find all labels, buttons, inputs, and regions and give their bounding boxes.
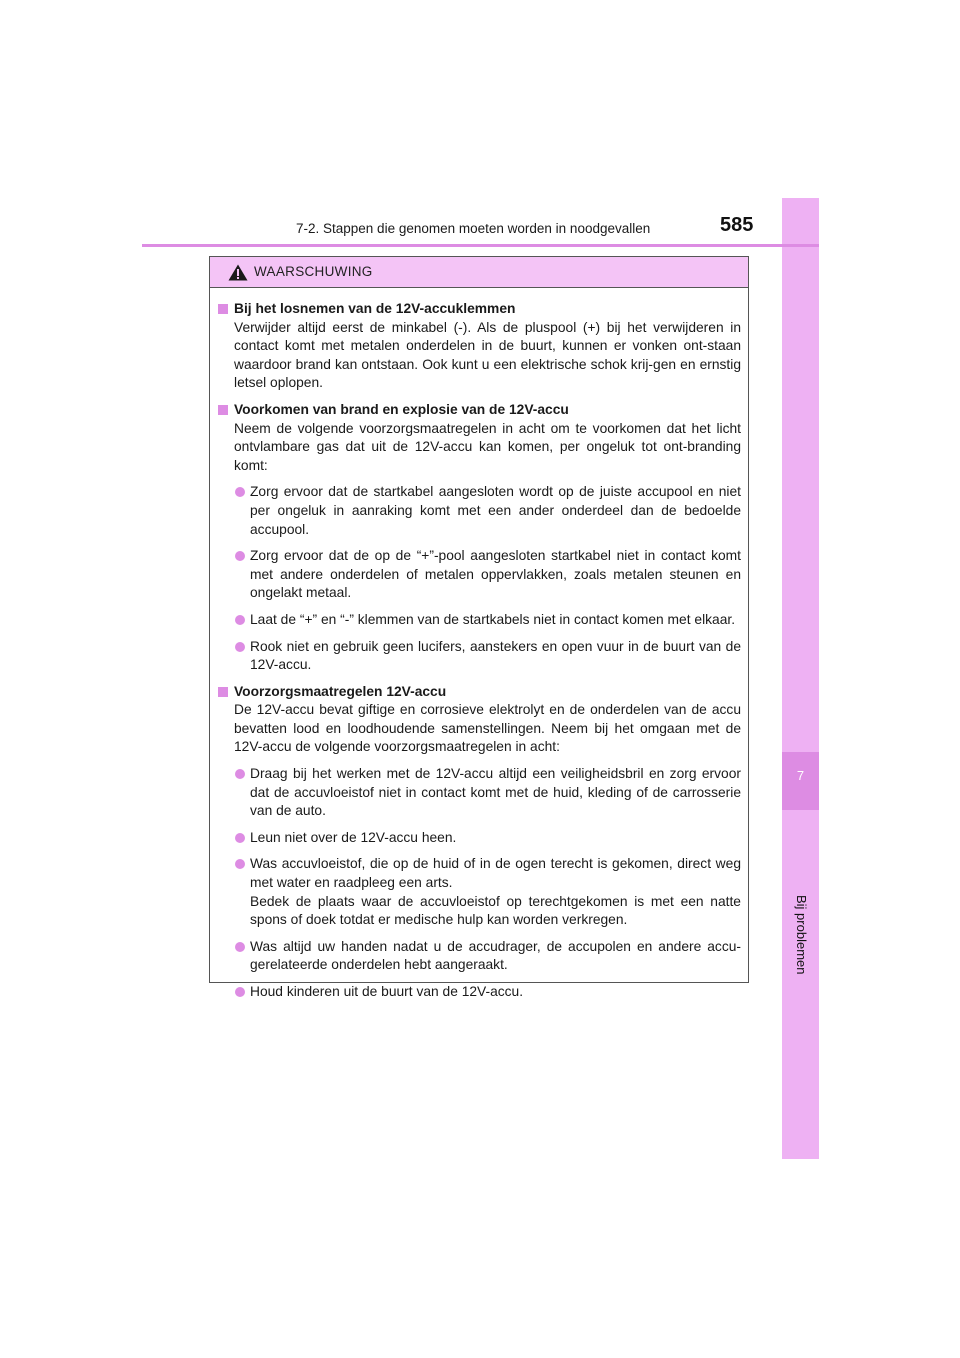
chapter-number: 7 xyxy=(796,768,805,783)
square-bullet-icon xyxy=(218,687,228,697)
header-rule xyxy=(142,244,819,247)
list-item: Houd kinderen uit de buurt van de 12V-accu. xyxy=(218,983,741,1002)
section-title: Voorkomen van brand en explosie van de 12V-accu xyxy=(218,401,741,420)
page-number: 585 xyxy=(720,214,754,236)
list-item-extra: Bedek de plaats waar de accuvloeistof op terechtgekomen is met een natte spons of doek totdat er medische hulp kan worden verkregen. xyxy=(250,893,741,928)
round-bullet-icon xyxy=(235,615,245,625)
warning-box xyxy=(209,256,749,999)
list-item: Draag bij het werken met de 12V-accu altijd een veiligheidsbril en zorg ervoor dat de accuvloeistof niet in contact komt met de huid, kleding of de carrosserie van de auto. xyxy=(218,765,741,821)
list-item: Rook niet en gebruik geen lucifers, aanstekers en open vuur in de buurt van de 12V-accu. xyxy=(218,638,741,675)
warning-header xyxy=(210,257,748,288)
list-item: Was altijd uw handen nadat u de accudrager, de accupolen en andere accu-gerelateerde onderdelen hebt aangeraakt. xyxy=(218,938,741,975)
warning-body xyxy=(210,288,748,1002)
warning-section xyxy=(218,300,741,393)
list-item: Laat de “+” en “-” klemmen van de startkabels niet in contact komen met elkaar. xyxy=(218,611,741,630)
section-text: Verwijder altijd eerst de minkabel (-). Als de pluspool (+) bij het verwijderen in contact komt met metalen onderdelen in de buurt, kunnen er vonken ont-staan waardoor brand kan ontstaan. Ook kunt u een elektrische schok krij-gen en ernstig letsel oplopen. xyxy=(234,319,741,391)
round-bullet-icon xyxy=(235,859,245,869)
warning-section xyxy=(218,401,741,675)
round-bullet-icon xyxy=(235,942,245,952)
list-item: Zorg ervoor dat de startkabel aangesloten wordt op de juiste accupool en niet per ongeluk in aanraking komt met een ander onderdeel dan de bedoelde accupool. xyxy=(218,483,741,539)
section-title: Bij het losnemen van de 12V-accuklemmen xyxy=(218,300,741,319)
section-text: Neem de volgende voorzorgsmaatregelen in acht om te voorkomen dat het licht ontvlambare gas dat uit de 12V-accu kan komen, per ongeluk tot ont-branding komt: xyxy=(234,420,741,473)
square-bullet-icon xyxy=(218,304,228,314)
section-text: De 12V-accu bevat giftige en corrosieve elektrolyt en de onderdelen van de accu bevatten lood en loodhoudende samenstellingen. Neem bij het omgaan met de 12V-accu de volgende voorzorgsmaatregelen in acht: xyxy=(234,702,741,755)
round-bullet-icon xyxy=(235,769,245,779)
section-title: Voorzorgsmaatregelen 12V-accu xyxy=(218,683,741,702)
chapter-label: Bij problemen xyxy=(794,895,809,975)
warning-section xyxy=(218,683,741,1002)
round-bullet-icon xyxy=(235,987,245,997)
round-bullet-icon xyxy=(235,642,245,652)
list-item: Zorg ervoor dat de op de “+”-pool aangesloten startkabel niet in contact komt met andere onderdelen of metalen oppervlakken, zoals metalen steunen en ongelakt metaal. xyxy=(218,547,741,603)
side-tab xyxy=(782,198,819,1159)
round-bullet-icon xyxy=(235,487,245,497)
list-item: Leun niet over de 12V-accu heen. xyxy=(218,829,741,848)
square-bullet-icon xyxy=(218,405,228,415)
round-bullet-icon xyxy=(235,551,245,561)
warning-label: WAARSCHUWING xyxy=(254,264,373,279)
list-item: Was accuvloeistof, die op de huid of in de ogen terecht is gekomen, direct weg met water en raadpleeg een arts. Bedek de plaats waar de accuvloeistof op terechtgekomen is met een natte spons of doek totdat er medische hulp kan worden verkregen. xyxy=(218,855,741,929)
round-bullet-icon xyxy=(235,833,245,843)
warning-triangle-icon xyxy=(228,264,248,281)
running-header: 7-2. Stappen die genomen moeten worden in noodgevallen xyxy=(296,221,651,236)
